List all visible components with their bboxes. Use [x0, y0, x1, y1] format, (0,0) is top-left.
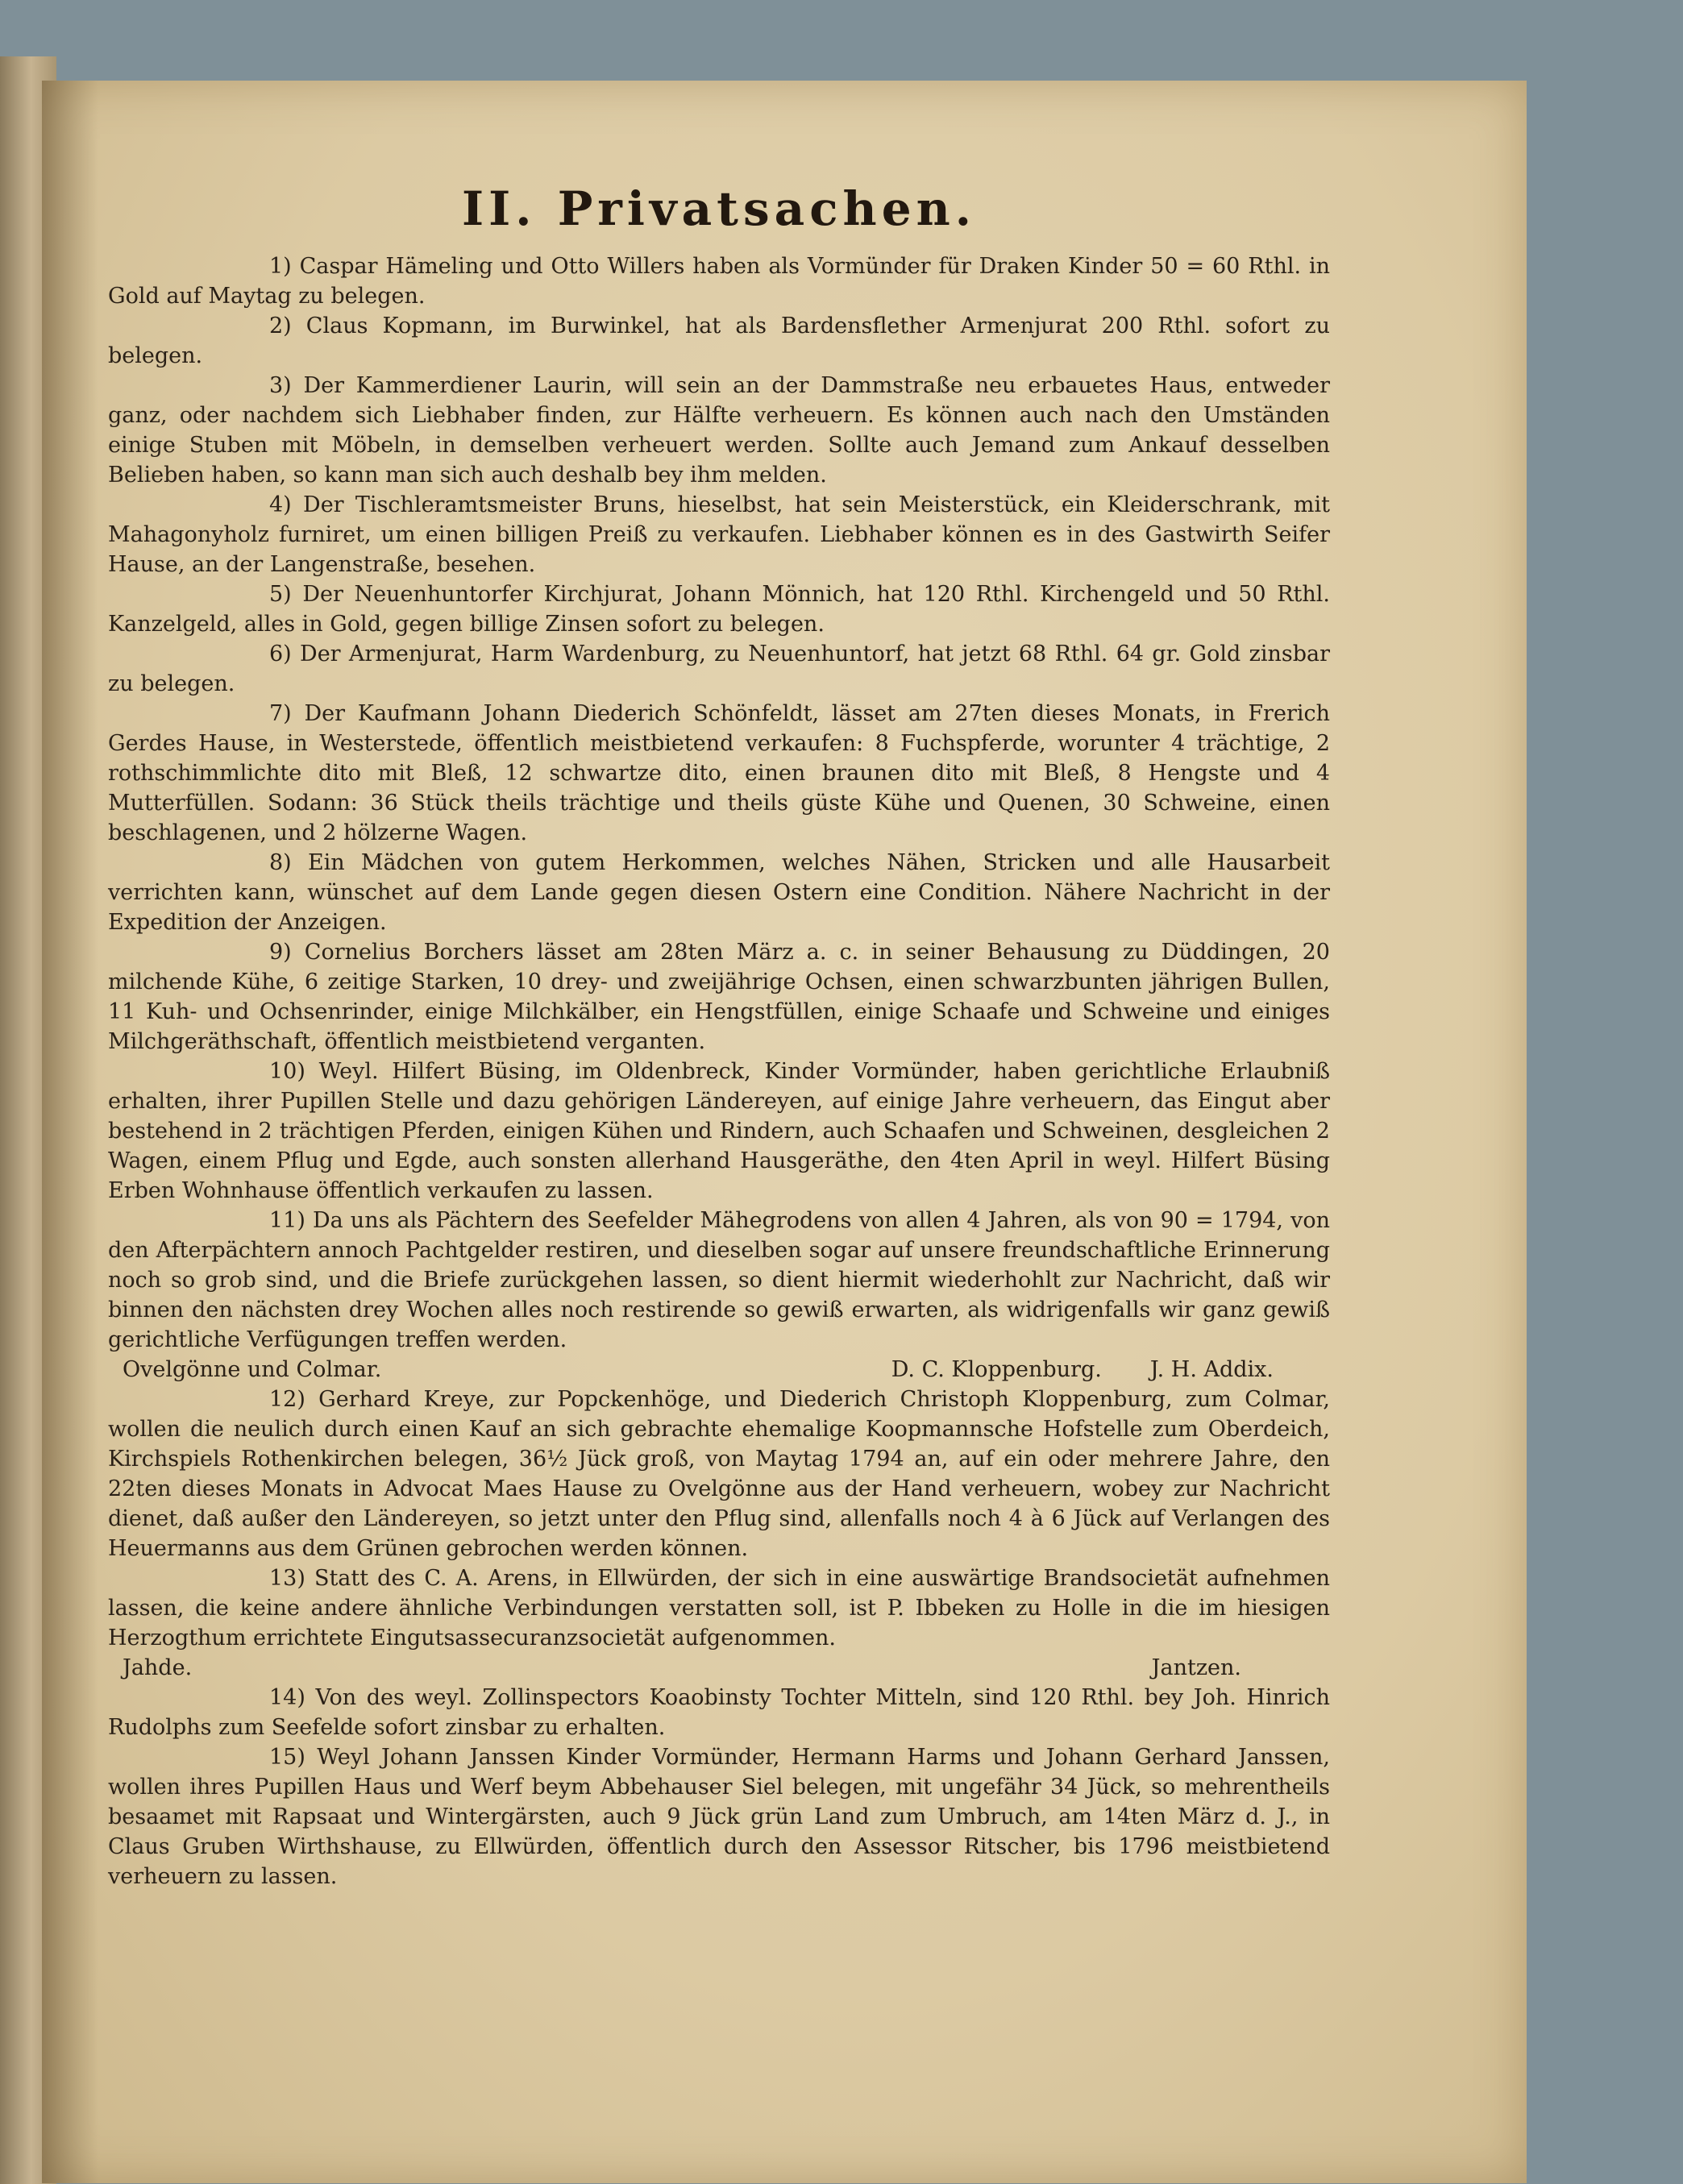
entry-13: 13) Statt des C. A. Arens, in Ellwürden, der sich in eine auswärtige Brandsocietät aufnehmen lassen, die keine andere ähnliche Verbindungen verstatten soll, ist P. Ibbeken zu Holle in die im hiesigen Herzogthum errichtete Eingutsassecuranzsocietät aufgenommen. [108, 1566, 1330, 1650]
entry-9: 9) Cornelius Borchers lässet am 28ten März a. c. in seiner Behausung zu Düddingen, 20 milchende Kühe, 6 zeitige Starken, 10 drey- und zweijährige Ochsen, einen schwarzbunten jährigen Bullen, 11 Kuh- und Ochsenrinder, einige Milchkälber, ein Hengstfüllen, einige Schaafe und Schweine und einiges Milchgeräthschaft, öffentlich meistbietend verganten. [108, 940, 1330, 1054]
entry-15: 15) Weyl Johann Janssen Kinder Vormünder, Hermann Harms und Johann Gerhard Janssen, wollen ihres Pupillen Haus und Werf beym Abbehauser Siel belegen, mit ungefähr 34 Jück, so mehrentheils besaamet mit Rapsaat und Wintergärsten, auch 9 Jück grün Land zum Umbruch, am 14ten März d. J., in Claus Gruben Wirthshause, zu Ellwürden, öffentlich durch den Assessor Ritscher, bis 1796 meistbietend verheuern zu lassen. [108, 1745, 1330, 1889]
signature-name: Jantzen. [1151, 1655, 1241, 1680]
entry-5: 5) Der Neuenhuntorfer Kirchjurat, Johann Mönnich, hat 120 Rthl. Kirchengeld und 50 Rthl. Kanzelgeld, alles in Gold, gegen billige Zinsen sofort zu belegen. [108, 582, 1330, 637]
signature-place: Ovelgönne und Colmar. [123, 1357, 382, 1382]
entry-7: 7) Der Kaufmann Johann Diederich Schönfeldt, lässet am 27ten dieses Monats, in Frerich Gerdes Hause, in Westerstede, öffentlich meistbietend verkaufen: 8 Fuchspferde, worunter 4 trächtige, 2 rothschimmlichte dito mit Bleß, 12 schwartze dito, einen braunen dito mit Bleß, 8 Hengste und 4 Mutterfüllen. Sodann: 36 Stück theils trächtige und theils güste Kühe und Quenen, 30 Schweine, einen beschlagenen, und 2 hölzerne Wagen. [108, 701, 1330, 845]
entry-6: 6) Der Armenjurat, Harm Wardenburg, zu Neuenhuntorf, hat jetzt 68 Rthl. 64 gr. Gold zinsbar zu belegen. [108, 641, 1330, 696]
entry-8: 8) Ein Mädchen von gutem Herkommen, welches Nähen, Stricken und alle Hausarbeit verrichten kann, wünschet auf dem Lande gegen diesen Ostern eine Condition. Nähere Nachricht in der Expedition der Anzeigen. [108, 850, 1330, 935]
entry-1: 1) Caspar Hämeling und Otto Willers haben als Vormünder für Draken Kinder 50 = 60 Rthl. in Gold auf Maytag zu belegen. [108, 254, 1330, 309]
entry-10: 10) Weyl. Hilfert Büsing, im Oldenbreck, Kinder Vormünder, haben gerichtliche Erlaubniß erhalten, ihrer Pupillen Stelle und dazu gehörigen Ländereyen, auf einige Jahre verheuern, das Eingut aber bestehend in 2 trächtigen Pferden, einigen Kühen und Rindern, auch Schaafen und Schweinen, desgleichen 2 Wagen, einem Pflug und Egde, auch sonsten allerhand Hausgeräthe, den 4ten April in weyl. Hilfert Büsing Erben Wohnhause öffentlich verkaufen zu lassen. [108, 1059, 1330, 1203]
entry-3: 3) Der Kammerdiener Laurin, will sein an der Dammstraße neu erbauetes Haus, entweder ganz, oder nachdem sich Liebhaber finden, zur Hälfte verheuern. Es können auch nach den Umständen einige Stuben mit Möbeln, in demselben verheuert werden. Sollte auch Jemand zum Ankauf desselben Belieben haben, so kann man sich auch deshalb bey ihm melden. [108, 373, 1330, 488]
signature-name: J. H. Addix. [1149, 1357, 1274, 1382]
entry-4: 4) Der Tischleramtsmeister Bruns, hieselbst, hat sein Meisterstück, ein Kleiderschrank, mit Mahagonyholz furniret, um einen billigen Preiß zu verkaufen. Liebhaber können es in des Gastwirth Seifer Hause, an der Langenstraße, besehen. [108, 492, 1330, 577]
signature-names [891, 1355, 1274, 1385]
entry-13-signature [108, 1653, 1330, 1683]
entry-12: 12) Gerhard Kreye, zur Popckenhöge, und Diederich Christoph Kloppenburg, zum Colmar, wollen die neulich durch einen Kauf an sich gebrachte ehemalige Koopmannsche Hofstelle zum Oberdeich, Kirchspiels Rothenkirchen belegen, 36½ Jück groß, von Maytag 1794 an, auf ein oder mehrere Jahre, den 22ten dieses Monats in Advocat Maes Hause zu Ovelgönne aus der Hand verheuern, wobey zur Nachricht dienet, daß außer den Ländereyen, so jetzt unter den Pflug sind, allenfalls noch 4 à 6 Jück auf Verlangen des Heuermanns aus dem Grünen gebrochen werden können. [108, 1387, 1330, 1561]
signature-name: D. C. Kloppenburg. [891, 1357, 1102, 1382]
section-title: II. Privatsachen. [462, 181, 976, 236]
gutter-shadow [42, 81, 98, 2183]
entry-11: 11) Da uns als Pächtern des Seefelder Mähegrodens von allen 4 Jahren, als von 90 = 1794, von den Afterpächtern annoch Pachtgelder restiren, und dieselben sogar auf unsere freundschaftliche Erinnerung noch so grob sind, und die Briefe zurückgehen lassen, so dient hiermit wiederhohlt zur Nachricht, daß wir binnen den nächsten drey Wochen alles noch restirende so gewiß erwarten, als widrigenfalls wir ganz gewiß gerichtliche Verfügungen treffen werden. [108, 1208, 1330, 1352]
entry-11-signature [108, 1355, 1330, 1385]
signature-place: Jahde. [123, 1655, 193, 1680]
entry-2: 2) Claus Kopmann, im Burwinkel, hat als Bardensflether Armenjurat 200 Rthl. sofort zu belegen. [108, 313, 1330, 368]
entry-14: 14) Von des weyl. Zollinspectors Koaobinsty Tochter Mitteln, sind 120 Rthl. bey Joh. Hinrich Rudolphs zum Seefelde sofort zinsbar zu erhalten. [108, 1685, 1330, 1740]
page-text [108, 179, 1330, 1891]
